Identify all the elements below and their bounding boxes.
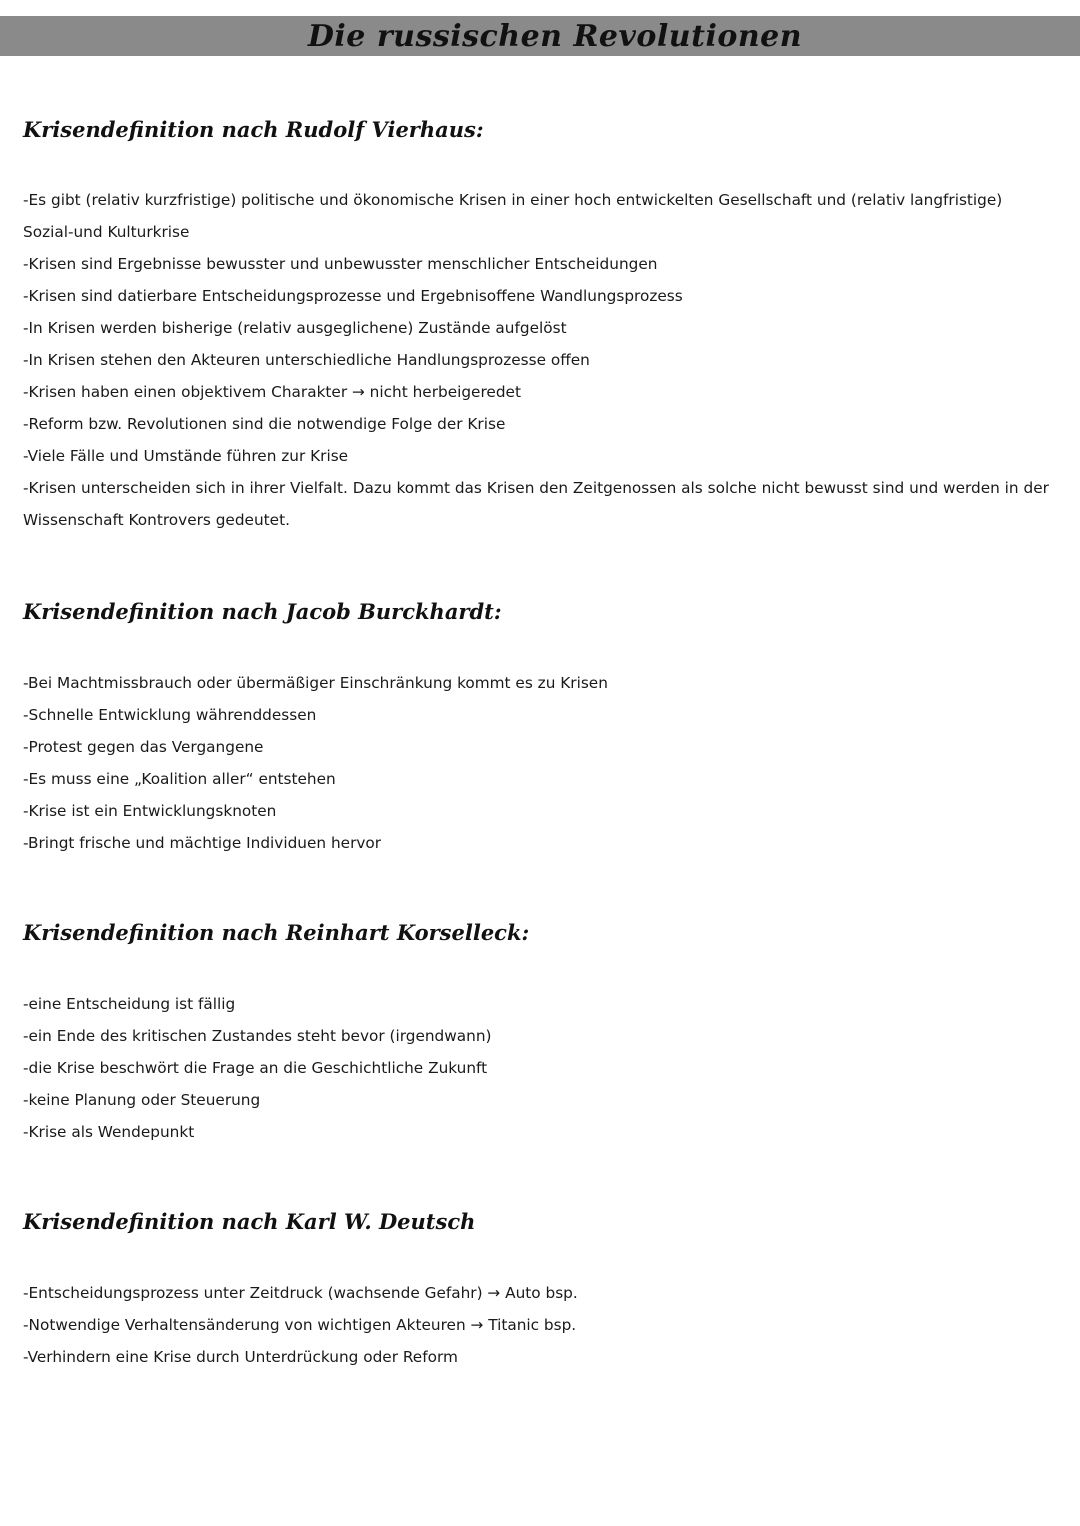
- list-item: -Schnelle Entwicklung währenddessen: [23, 706, 317, 724]
- section-vierhaus: [23, 114, 1053, 529]
- section-heading: Krisendefinition nach Rudolf Vierhaus:: [23, 117, 484, 142]
- section-korselleck: [23, 917, 1053, 1141]
- list-item: -die Krise beschwört die Frage an die Geschichtliche Zukunft: [23, 1059, 488, 1077]
- list-item: -Notwendige Verhaltensänderung von wichtigen Akteuren → Titanic bsp.: [23, 1316, 577, 1334]
- list-item: -Reform bzw. Revolutionen sind die notwendige Folge der Krise: [23, 415, 506, 433]
- bullet-list: [23, 1277, 1053, 1373]
- list-item: -Es muss eine „Koalition aller“ entstehen: [23, 770, 336, 788]
- list-item: -In Krisen stehen den Akteuren unterschiedliche Handlungsprozesse offen: [23, 351, 590, 369]
- section-burckhardt: [23, 596, 1053, 852]
- list-item: -Krisen unterscheiden sich in ihrer Vielfalt. Dazu kommt das Krisen den Zeitgenossen als solche nicht bewusst sind und werden in der Wissenschaft Kontrovers gedeutet.: [23, 479, 1049, 529]
- section-deutsch: [23, 1206, 1053, 1366]
- list-item: -Krisen sind datierbare Entscheidungsprozesse und Ergebnisoffene Wandlungsprozess: [23, 287, 683, 305]
- list-item: -Protest gegen das Vergangene: [23, 738, 264, 756]
- section-heading: Krisendefinition nach Karl W. Deutsch: [23, 1209, 476, 1234]
- list-item: -Krise als Wendepunkt: [23, 1123, 195, 1141]
- list-item: -keine Planung oder Steuerung: [23, 1091, 261, 1109]
- list-item: -Bringt frische und mächtige Individuen hervor: [23, 834, 382, 852]
- bullet-list: [23, 667, 1053, 859]
- list-item: -Viele Fälle und Umstände führen zur Krise: [23, 447, 349, 465]
- section-heading: Krisendefinition nach Jacob Burckhardt:: [23, 599, 502, 624]
- list-item: -Krise ist ein Entwicklungsknoten: [23, 802, 277, 820]
- list-item: -Es gibt (relativ kurzfristige) politische und ökonomische Krisen in einer hoch entwickelten Gesellschaft und (relativ langfristige) Sozial-und Kulturkrise: [23, 191, 1003, 241]
- list-item: -Krisen haben einen objektivem Charakter → nicht herbeigeredet: [23, 383, 521, 401]
- page-title: Die russischen Revolutionen: [307, 18, 803, 54]
- list-item: -Verhindern eine Krise durch Unterdrückung oder Reform: [23, 1348, 458, 1366]
- bullet-list: [23, 988, 1053, 1148]
- bullet-list: [23, 184, 1053, 536]
- list-item: -Krisen sind Ergebnisse bewusster und unbewusster menschlicher Entscheidungen: [23, 255, 658, 273]
- list-item: -eine Entscheidung ist fällig: [23, 995, 236, 1013]
- list-item: -ein Ende des kritischen Zustandes steht bevor (irgendwann): [23, 1027, 492, 1045]
- list-item: -In Krisen werden bisherige (relativ ausgeglichene) Zustände aufgelöst: [23, 319, 567, 337]
- section-heading: Krisendefinition nach Reinhart Korselleck:: [23, 920, 530, 945]
- list-item: -Bei Machtmissbrauch oder übermäßiger Einschränkung kommt es zu Krisen: [23, 674, 608, 692]
- list-item: -Entscheidungsprozess unter Zeitdruck (wachsende Gefahr) → Auto bsp.: [23, 1284, 578, 1302]
- title-bar: [0, 16, 1080, 56]
